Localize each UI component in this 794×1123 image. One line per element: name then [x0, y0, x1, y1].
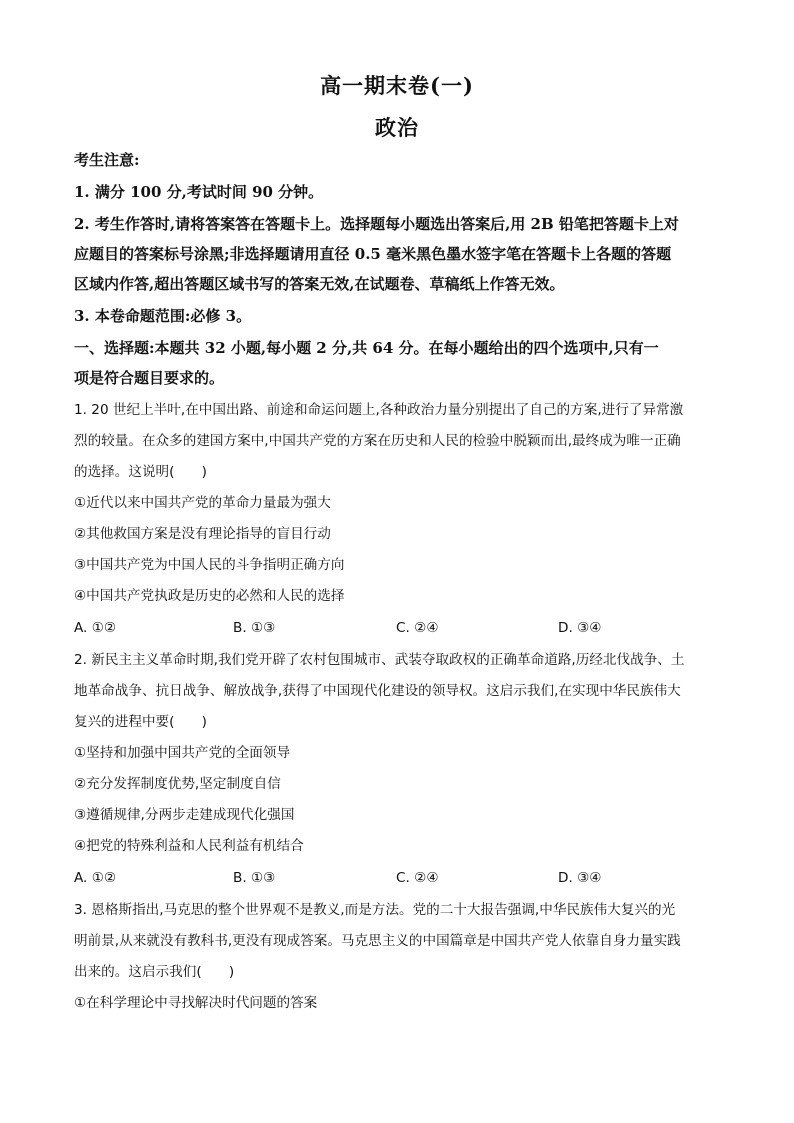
q3-stem-line3: 出来的。这启示我们( )	[74, 964, 235, 980]
q1-option-b: B. ①③	[233, 620, 276, 636]
q1-statement-4: ④中国共产党执政是历史的必然和人民的选择	[74, 588, 345, 604]
section-1-instruction-line1: 一、选择题:本题共 32 小题,每小题 2 分,共 64 分。在每小题给出的四个选项中,只有一	[74, 339, 659, 357]
q1-stem-line2: 烈的较量。在众多的建国方案中,中国共产党的方案在历史和人民的检验中脱颖而出,最终成为唯一正确	[74, 433, 681, 449]
note-item-2-line1-text: 2. 考生作答时,请将答案答在答题卡上。选择题每小题选出答案后,用 2B 铅笔把答题卡上对	[74, 215, 679, 233]
section-1-instruction-line2: 项是符合题目要求的。	[74, 369, 225, 387]
note-item-2-line2: 应题目的答案标号涂黑;非选择题请用直径 0.5 毫米黑色墨水签字笔在答题卡上各题的答题	[74, 245, 672, 263]
q1-statement-2: ②其他救国方案是没有理论指导的盲目行动	[74, 526, 331, 542]
exam-title: 高一期末卷(一)	[320, 73, 474, 98]
q3-stem-line1: 3. 恩格斯指出,马克思的整个世界观不是教义,而是方法。党的二十大报告强调,中华民族伟大复兴的光	[74, 902, 676, 918]
note-item-3: 3. 本卷命题范围:必修 3。	[74, 307, 252, 325]
q2-stem-line1: 2. 新民主主义革命时期,我们党开辟了农村包围城市、武装夺取政权的正确革命道路,历经北伐战争、土	[74, 652, 685, 668]
q1-stem-line3: 的选择。这说明( )	[74, 464, 207, 480]
q2-stem-line2: 地革命战争、抗日战争、解放战争,获得了中国现代化建设的领导权。这启示我们,在实现中华民族伟大	[74, 683, 681, 699]
q1-statement-3: ③中国共产党为中国人民的斗争指明正确方向	[74, 557, 345, 573]
note-item-1: 1. 满分 100 分,考试时间 90 分钟。	[74, 183, 324, 201]
q1-option-d: D. ③④	[558, 620, 602, 636]
q3-statement-1: ①在科学理论中寻找解决时代问题的答案	[74, 995, 318, 1011]
q2-statement-3: ③遵循规律,分两步走建成现代化强国	[74, 807, 295, 823]
q2-stem-line3: 复兴的进程中要( )	[74, 714, 207, 730]
subject-title: 政治	[375, 115, 419, 140]
q1-option-a: A. ①②	[74, 620, 117, 636]
notes-heading: 考生注意:	[74, 151, 140, 169]
note-item-2-line3: 区域内作答,超出答题区域书写的答案无效,在试题卷、草稿纸上作答无效。	[74, 275, 565, 293]
q2-statement-1: ①坚持和加强中国共产党的全面领导	[74, 745, 291, 761]
note-item-2-line1	[74, 214, 724, 234]
q2-option-a: A. ①②	[74, 870, 117, 886]
q1-statement-1: ①近代以来中国共产党的革命力量最为强大	[74, 495, 331, 511]
q1-option-c: C. ②④	[396, 620, 439, 636]
q2-statement-2: ②充分发挥制度优势,坚定制度自信	[74, 776, 281, 792]
q2-option-c: C. ②④	[396, 870, 439, 886]
q3-stem-line2: 明前景,从来就没有教科书,更没有现成答案。马克思主义的中国篇章是中国共产党人依靠自身力量实践	[74, 933, 681, 949]
q2-option-b: B. ①③	[233, 870, 276, 886]
q2-statement-4: ④把党的特殊利益和人民利益有机结合	[74, 838, 304, 854]
q2-option-d: D. ③④	[558, 870, 602, 886]
q1-stem-line1: 1. 20 世纪上半叶,在中国出路、前途和命运问题上,各种政治力量分别提出了自己的方案,进行了异常激	[74, 402, 684, 418]
